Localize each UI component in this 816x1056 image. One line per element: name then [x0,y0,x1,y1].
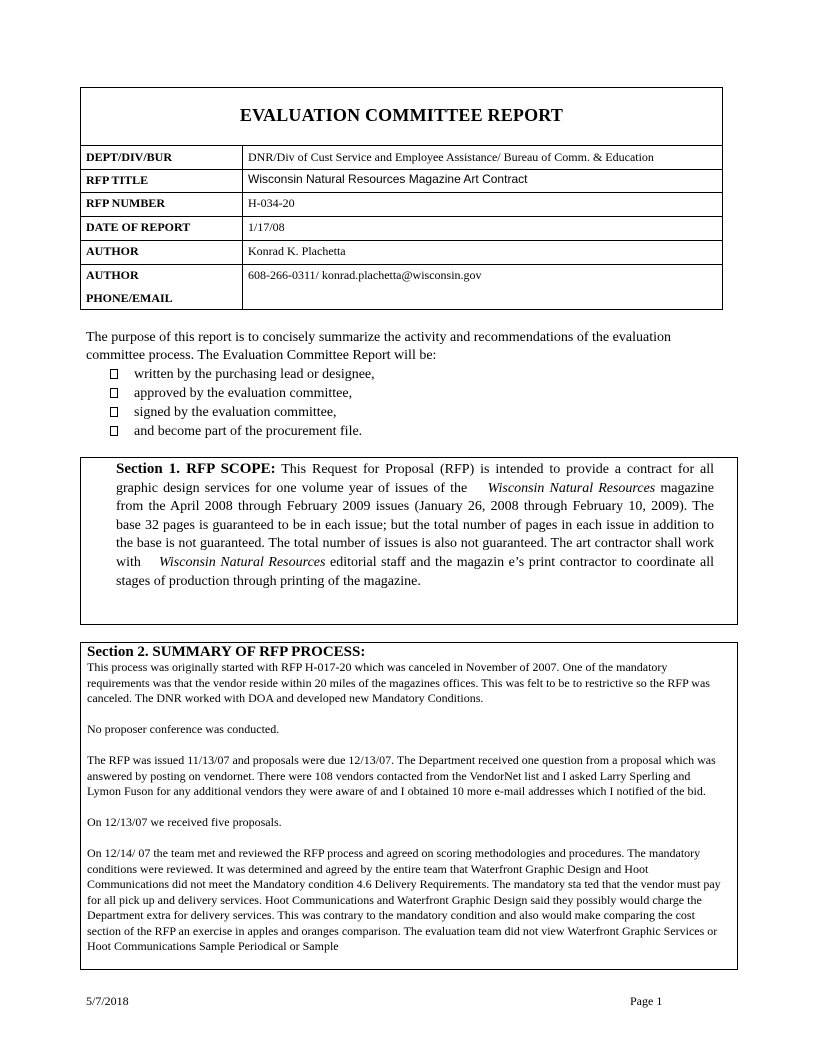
table-row [81,169,722,192]
row-value: Wisconsin Natural Resources Magazine Art Contract [248,172,528,186]
row-value: 1/17/08 [248,220,285,234]
bullet-list [110,365,375,441]
list-item: written by the purchasing lead or designee, [110,365,375,384]
page-title: EVALUATION COMMITTEE REPORT [239,105,564,125]
table-row [81,216,722,240]
paragraph: On 12/14/ 07 the team met and reviewed the RFP process and agreed on scoring methodologies and procedures. The mandatory conditions were reviewed. It was determined and agreed by the entire team that Waterfront Graphic Design and Hoot Communications did not meet the Mandatory condition 4.6 Delivery Requirements. The mandatory sta ted that the vendor must pay for all pick up and delivery services. Hoot Communications and Waterfront Graphic Design said they possibly would charge the Department extra for delivery services. This was contrary to the mandatory condition and also would make comparing the cost section of the RFP an exercise in apples and oranges comparison. The evaluation team did not view Waterfront Graphic Services or Hoot Communications Sample Periodical or Sample [87,846,721,953]
row-value: DNR/Div of Cust Service and Employee Assistance/ Bureau of Comm. & Education [248,150,654,164]
footer-date: 5/7/2018 [86,994,129,1008]
row-label: RFP TITLE [86,173,149,187]
paragraph: The RFP was issued 11/13/07 and proposals were due 12/13/07. The Department received one question from a proposal which was answered by posting on vendornet. There were 108 vendors contacted from the VendorNet list and I asked Larry Sperling and Lymon Fuson for any additional vendors they were aware of and I obtained 10 more e-mail addresses which I notified of the bid. [87,753,716,798]
table-row [81,145,722,169]
section-heading: Section 1. RFP SCOPE: [116,461,276,477]
row-label: DATE OF REPORT [86,220,191,234]
checkbox-bullet-icon [110,426,118,436]
paragraph: No proposer conference was conducted. [87,722,280,736]
row-label: PHONE/EMAIL [86,291,173,305]
table-row [81,264,722,309]
report-header-table [80,87,723,310]
paragraph: This process was originally started with RFP H-017-20 which was canceled in November of 2007. One of the mandatory requirements was that the vendor reside within 20 miles of the magazines offices. This was felt to be to restrictive so the RFP was canceled. The DNR worked with DOA and developed new Mandatory Conditions. [87,660,710,705]
row-value: H-034-20 [248,196,295,210]
table-row [81,240,722,264]
section-body [87,660,727,970]
row-value: 608-266-0311/ konrad.plachetta@wisconsin.gov [248,268,482,282]
page-number: Page 1 [630,994,663,1008]
row-label: AUTHOR [86,244,139,258]
section-body: Section 1. RFP SCOPE: This Request for Proposal (RFP) is intended to provide a contract for all graphic design services for one volume year of issues of the Wisconsin Natural Resources magazine from the April 2008 through February 2009 issues (January 26, 2008 through February 10, 2009). The base 32 pages is guaranteed to be in each issue; but the total number of pages in each issue in addition to the base is not guaranteed. The total number of issues is also not guaranteed. The art contractor shall work with Wisconsin Natural Resources editorial staff and the magazin e’s print contractor to coordinate all stages of production through printing of the magazine. [116,461,715,589]
paragraph: On 12/13/07 we received five proposals. [87,815,282,829]
section-rfp-scope [80,457,738,625]
section-rfp-process [80,642,738,970]
list-item: and become part of the procurement file. [110,422,375,441]
checkbox-bullet-icon [110,369,118,379]
row-value: Konrad K. Plachetta [248,244,346,258]
table-row [81,192,722,216]
intro-paragraph: The purpose of this report is to concisely summarize the activity and recommendations of the evaluation committee process. The Evaluation Committee Report will be: [86,330,671,363]
list-item: signed by the evaluation committee, [110,403,375,422]
row-label: RFP NUMBER [86,196,165,210]
row-label: DEPT/DIV/BUR [86,150,173,164]
checkbox-bullet-icon [110,388,118,398]
list-item: approved by the evaluation committee, [110,384,375,403]
row-label: AUTHOR [86,268,139,282]
section-heading: Section 2. SUMMARY OF RFP PROCESS: [87,644,366,660]
checkbox-bullet-icon [110,407,118,417]
